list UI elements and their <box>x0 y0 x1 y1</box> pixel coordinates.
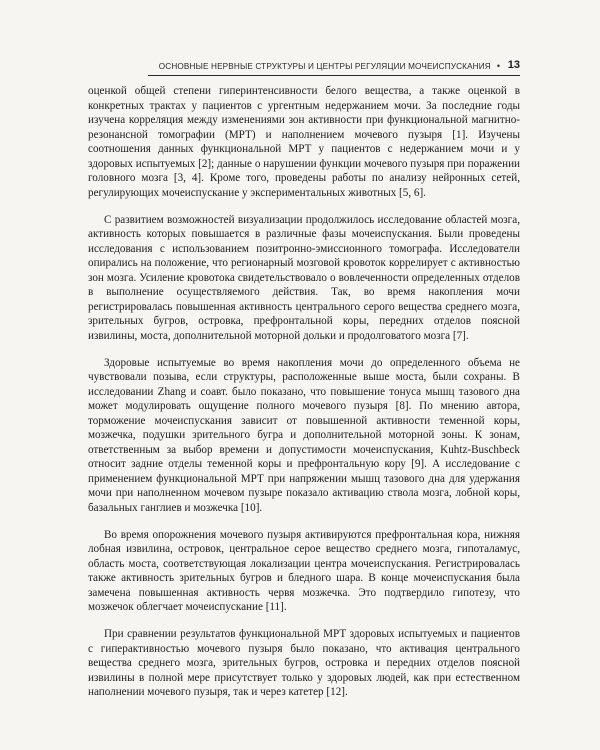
paragraph-2: С развитием возможностей визуализации продолжилось исследование областей мозга, активность которых повышается в различные фазы мочеиспускания. Были проведены исследования с использованием позитронно-эмиссионного томографа. Исследователи опирались на положение, что регионарный мозговой кровоток коррелирует с активностью зон мозга. Усиление кровотока свидетельствовало о вовлеченности определенных отделов в выполнение осуществляемого действия. Так, во время накопления мочи регистрировалась повышенная активность центрального серого вещества среднего мозга, зрительных бугров, островка, префронтальной коры, передних отделов поясной извилины, моста, дополнительной моторной дольки и продолговатого мозга [7]. <box>88 213 520 342</box>
paragraph-5: При сравнении результатов функциональной МРТ здоровых испытуемых и пациентов с гиперактивностью мочевого пузыря было показано, что активация центрального вещества среднего мозга, зрительных бугров, островка и передних отделов поясной извилины в полной мере присутствует только у здоровых людей, как при естественном наполнении мочевого пузыря, так и через катетер [12]. <box>88 628 520 699</box>
running-header <box>148 49 520 76</box>
running-header-title: ОСНОВНЫЕ НЕРВНЫЕ СТРУКТУРЫ И ЦЕНТРЫ РЕГУЛЯЦИИ МОЧЕИСПУСКАНИЯ <box>158 62 491 71</box>
running-header-bullet: • <box>496 61 500 71</box>
paragraph-1: оценкой общей степени гиперинтенсивности белого вещества, а также оценкой в конкретных трактах у пациентов с ургентным недержанием мочи. За последние годы изучена корреляция между изменениями зон активности при функциональной магнитно-резонансной томографии (МРТ) и наполнением мочевого пузыря [1]. Изучены соотношения данных функциональной МРТ у пациентов с недержанием мочи и у здоровых испытуемых [2]; данные о нарушении функции мочевого пузыря при поражении головного мозга [3, 4]. Кроме того, проведены работы по анализу нейронных сетей, регулирующих мочеиспускание у экспериментальных животных [5, 6]. <box>88 85 520 199</box>
paragraph-4: Во время опорожнения мочевого пузыря активируются префронтальная кора, нижняя лобная извилина, островок, центральное серое вещество среднего мозга, гипоталамус, область моста, соответствующая локализации центра мочеиспускания. Регистрировалась также активность зрительных бугров и бледного шара. В конце мочеиспускания была замечена повышенная активность червя мозжечка. Это подтвердило гипотезу, что мозжечок облегчает мочеиспускание [11]. <box>88 528 520 614</box>
paragraph-3: Здоровые испытуемые во время накопления мочи до определенного объема не чувствовали позыва, если структуры, расположенные выше моста, были сохраны. В исследовании Zhang и соавт. было показано, что повышение тонуса мышц тазового дна может модулировать ощущение полного мочевого пузыря [8]. По мнению автора, торможение мочеиспускания зависит от повышенной активности теменной коры, мозжечка, подушки зрительного бугра и дополнительной моторной зоны. К зонам, ответственным за выбор времени и допустимости мочеиспускания, Kuhtz-Buschbeck относит задние отделы теменной коры и префронтальную кору [9]. А исследование с применением функциональной МРТ при напряжении мышц тазового дна для удержания мочи при наполненном мочевом пузыре показало активацию ствола мозга, лобной коры, базальных ганглиев и мозжечка [10]. <box>88 356 520 514</box>
page-body <box>88 84 520 700</box>
page-number: 13 <box>507 59 520 71</box>
